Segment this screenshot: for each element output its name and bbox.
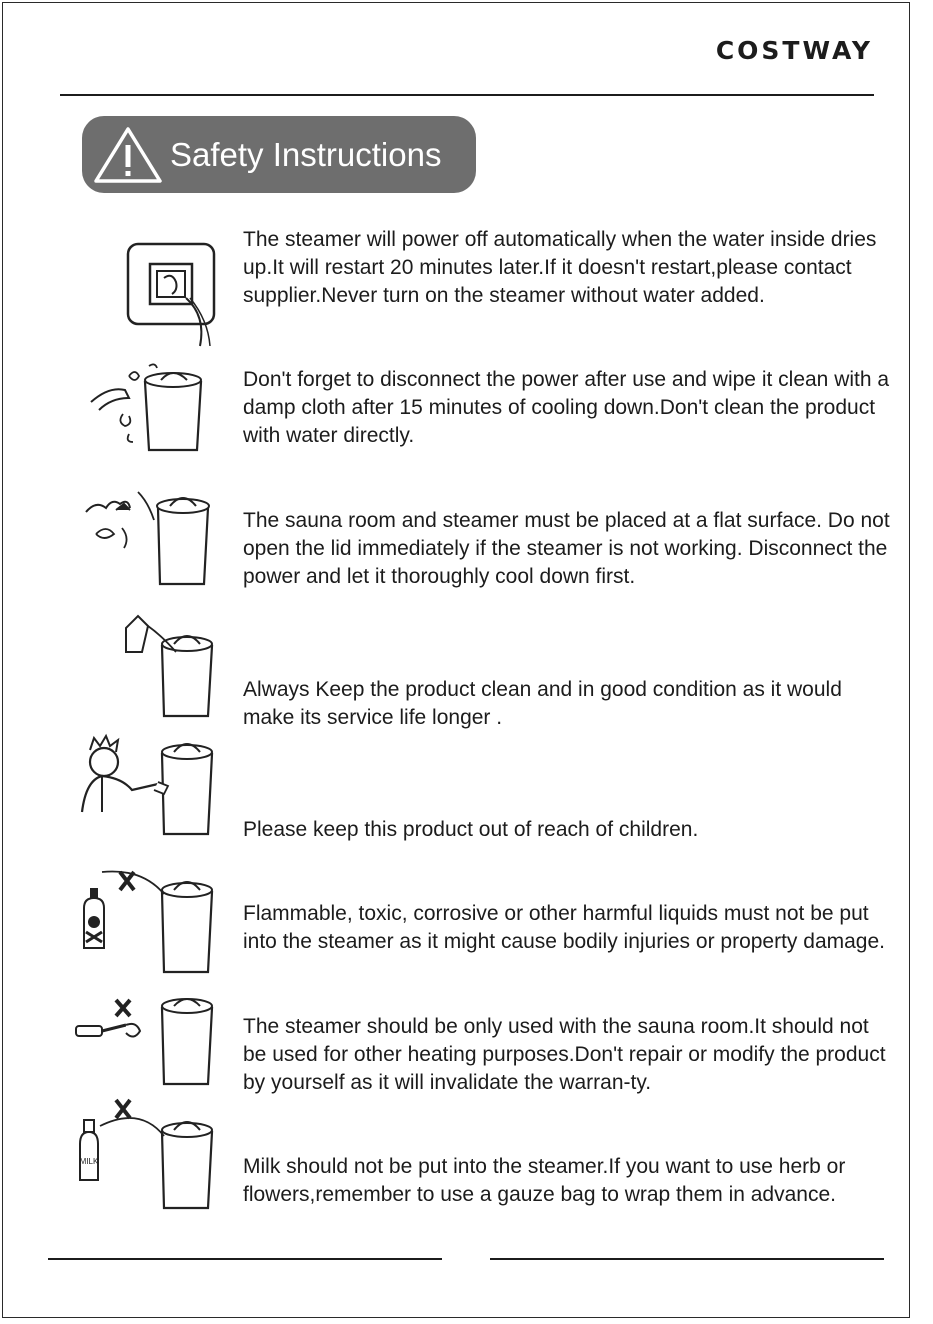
- power-switch-icon: [120, 238, 220, 350]
- instruction-text-2: Don't forget to disconnect the power after use and wipe it clean with a damp cloth after 15 minutes of cooling down.Don't clean the product with water directly.: [243, 368, 890, 447]
- instruction-text-1: The steamer will power off automatically when the water inside dries up.It will restart 20 minutes later.If it doesn't restart,please contact supplier.Never turn on the steamer without water added.: [243, 228, 877, 307]
- instruction-text-7: The steamer should be only used with the sauna room.It should not be used for other heating purposes.Don't repair or modify the product by yourself as it will invalidate the warran-ty.: [243, 1015, 886, 1094]
- instruction-text-4: Always Keep the product clean and in good condition as it would make its service life longer .: [243, 678, 842, 729]
- footer-divider-left: [48, 1258, 442, 1260]
- brand-logo: COSTWAY: [715, 36, 873, 65]
- no-milk-icon: [76, 1096, 216, 1212]
- milk-bottle-label: MILK: [79, 1157, 99, 1166]
- instruction-text-3: The sauna room and steamer must be placed at a flat surface. Do not open the lid immediately if the steamer is not working. Disconnect the power and let it thoroughly cool down first.: [243, 509, 890, 588]
- footer-divider-right: [490, 1258, 884, 1260]
- instruction-text-6: Flammable, toxic, corrosive or other harmful liquids must not be put into the steamer as it might cause bodily injuries or property damage.: [243, 902, 885, 953]
- cleaning-steamer-icon: [118, 608, 218, 720]
- child-warning-icon: [78, 728, 218, 840]
- no-toxic-liquids-icon: [76, 868, 216, 976]
- instruction-text-8: Milk should not be put into the steamer.If you want to use herb or flowers,remember to use a gauze bag to wrap them in advance.: [243, 1155, 846, 1206]
- header-divider: [60, 94, 874, 96]
- banner-title: Safety Instructions: [170, 135, 442, 173]
- warning-triangle-icon: [92, 124, 164, 186]
- safety-banner: [82, 116, 476, 193]
- water-splash-steamer-icon: [85, 360, 215, 460]
- instruction-text-5: Please keep this product out of reach of children.: [243, 818, 699, 841]
- no-repair-screwdriver-icon: [74, 996, 216, 1088]
- hand-hot-steamer-icon: [82, 482, 217, 592]
